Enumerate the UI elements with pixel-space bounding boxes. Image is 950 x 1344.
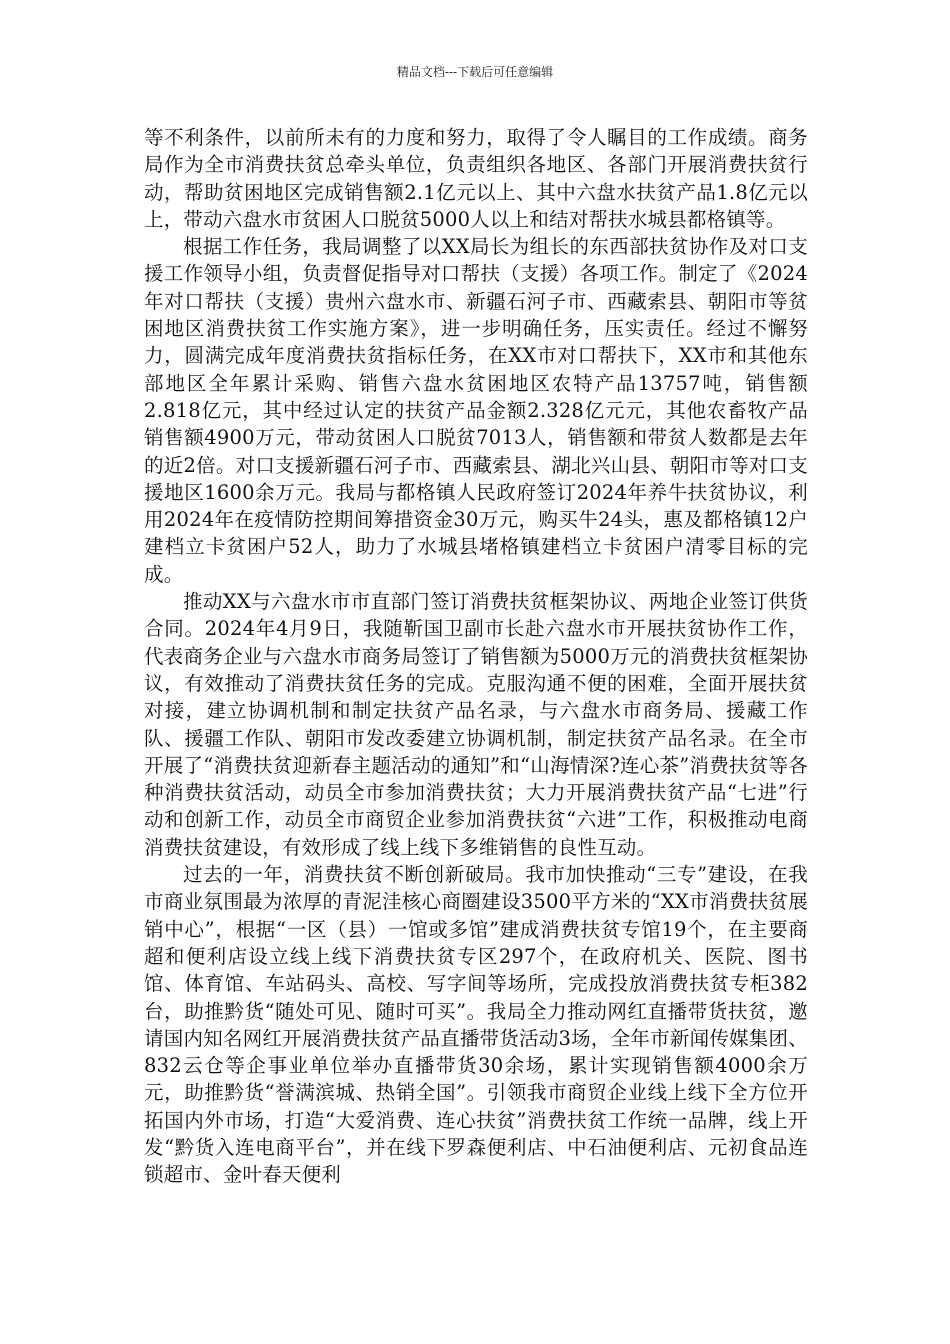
paragraph: 推动XX与六盘水市市直部门签订消费扶贫框架协议、两地企业签订供货合同。2024年4月9日，我随靳国卫副市长赴六盘水市开展扶贫协作工作，代表商务企业与六盘水市商务局签订了销售额为5000万元的消费扶贫框架协议，有效推动了消费扶贫任务的完成。克服沟通不便的困难，全面开展扶贫对接，建立协调机制和制定扶贫产品名录，与六盘水市商务局、援藏工作队、援疆工作队、朝阳市发改委建立协调机制，制定扶贫产品名录。在全市开展了“消费扶贫迎新春主题活动的通知”和“山海情深?连心茶”消费扶贫等各种消费扶贫活动，动员全市参加消费扶贫；大力开展消费扶贫产品“七进”行动和创新工作，动员全市商贸企业参加消费扶贫“六进”工作，积极推动电商消费扶贫建设，有效形成了线上线下多维销售的良性互动。	[144, 590, 808, 859]
document-body	[144, 124, 808, 1189]
page-header: 精品文档---下载后可任意编辑	[396, 65, 554, 79]
paragraph: 等不利条件，以前所未有的力度和努力，取得了令人瞩目的工作成绩。商务局作为全市消费扶贫总牵头单位，负责组织各地区、各部门开展消费扶贫行动，帮助贫困地区完成销售额2.1亿元以上、其中六盘水扶贫产品1.8亿元以上，带动六盘水市贫困人口脱贫5000人以上和结对帮扶水城县都格镇等。	[144, 126, 808, 231]
paragraph: 过去的一年，消费扶贫不断创新破局。我市加快推动“三专”建设，在我市商业氛围最为浓厚的青泥洼核心商圈建设3500平方米的“XX市消费扶贫展销中心”，根据“一区（县）一馆或多馆”建成消费扶贫专馆19个，在主要商超和便利店设立线上线下消费扶贫专区297个，在政府机关、医院、图书馆、体育馆、车站码头、高校、写字间等场所，完成投放消费扶贫专柜382台，助推黔货“随处可见、随时可买”。我局全力推动网红直播带货扶贫，邀请国内知名网红开展消费扶贫产品直播带货活动3场，全年市新闻传媒集团、832云仓等企事业单位举办直播带货30余场，累计实现销售额4000余万元，助推黔货“誉满滨城、热销全国”。引领我市商贸企业线上线下全方位开拓国内外市场，打造“大爱消费、连心扶贫”消费扶贫工作统一品牌，线上开发“黔货入连电商平台”，并在线下罗森便利店、中石油便利店、元初食品连锁超市、金叶春天便利	[144, 863, 808, 1187]
paragraph: 根据工作任务，我局调整了以XX局长为组长的东西部扶贫协作及对口支援工作领导小组，负责督促指导对口帮扶（支援）各项工作。制定了《2024年对口帮扶（支援）贵州六盘水市、新疆石河子市、西藏索县、朝阳市等贫困地区消费扶贫工作实施方案》，进一步明确任务，压实责任。经过不懈努力，圆满完成年度消费扶贫指标任务，在XX市对口帮扶下，XX市和其他东部地区全年累计采购、销售六盘水贫困地区农特产品13757吨，销售额2.818亿元，其中经过认定的扶贫产品金额2.328亿元元，其他农畜牧产品销售额4900万元，带动贫困人口脱贫7013人，销售额和带贫人数都是去年的近2倍。对口支援新疆石河子市、西藏索县、湖北兴山县、朝阳市等对口支援地区1600余万元。我局与都格镇人民政府签订2024年养牛扶贫协议，利用2024年在疫情防控期间筹措资金30万元，购买牛24头，惠及都格镇12户建档立卡贫困户52人，助力了水城县堵格镇建档立卡贫困户清零目标的完成。	[144, 235, 808, 586]
